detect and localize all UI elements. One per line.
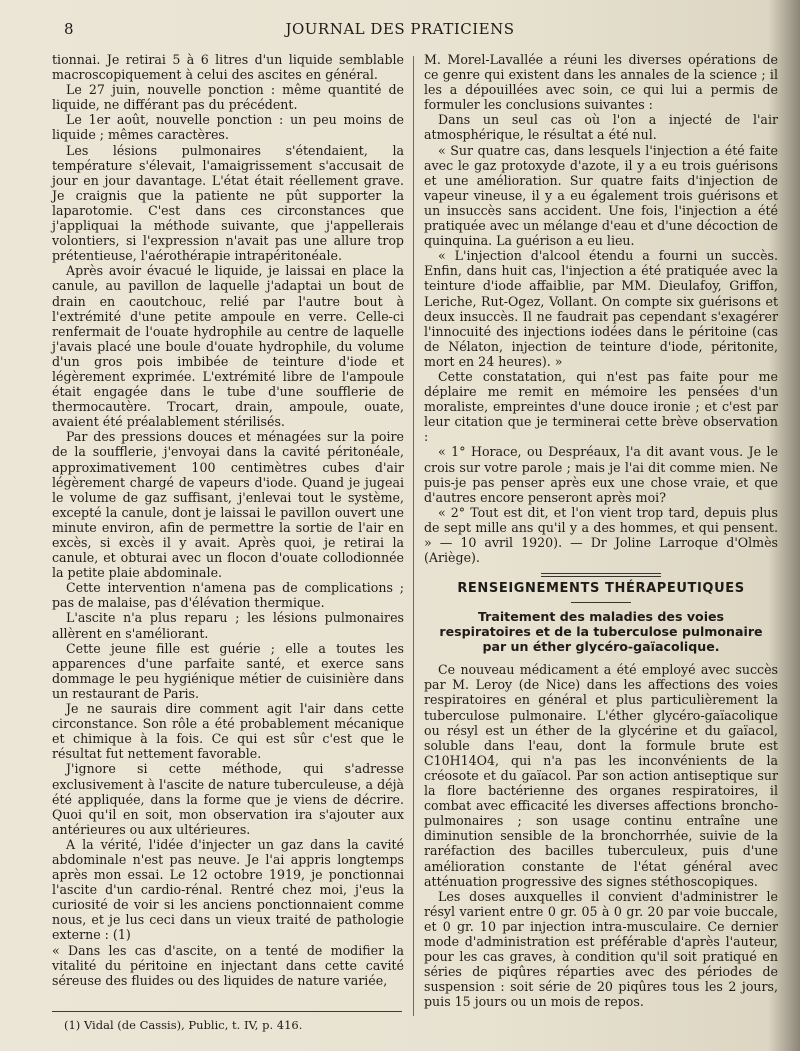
footnote-rule [52,1011,402,1012]
paragraph: A la vérité, l'idée d'injecter un gaz dans la cavité abdominale n'est pas neuve. Je l'ai appris longtemps après mon essai. Le 12 octobre 1919, je ponctionnai l'ascite d'un cardio-rénal. Rentré chez moi, j'eus la curiosité de voir si les anciens ponctionnaient comme nous, et je lus ceci dans un vieux traité de pathologie externe : (1) [52,836,404,943]
article-title: Traitement des maladies des voies respiratoires et de la tuberculose pulmonaire par un éther glycéro-gaïacolique. [439,609,763,655]
paragraph: Les doses auxquelles il convient d'administrer le résyl varient entre 0 gr. 05 à 0 gr. 20 par voie buccale, et 0 gr. 10 par injection intra-musculaire. Ce dernier mode d'administration est préférable d'après l'auteur, pour les cas graves, à condition qu'il soit pratiqué en séries de piqûres réparties avec des périodes de suspension : soit série de 20 piqûres tous les 2 jours, puis 15 jours ou un mois de repos. [424,888,778,1010]
footnote: (1) Vidal (de Cassis), Public, t. IV, p. 416. [64,1018,303,1032]
page-number: 8 [64,20,74,38]
short-rule [571,602,631,603]
right-column [424,52,778,1009]
running-head [0,20,800,44]
paragraph: Je ne saurais dire comment agit l'air dans cette circonstance. Son rôle a été probablement mécanique et chimique à la fois. Ce qui est sûr c'est que le résultat fut nettement favorable. [52,701,404,762]
paragraph: « L'injection d'alcool étendu a fourni un succès. Enfin, dans huit cas, l'injection a été pratiquée avec la teinture d'iode affaiblie, par MM. Dieulafoy, Griffon, Leriche, Rut-Ogez, Vollant. On compte six guérisons et deux insuccès. Il ne faudrait pas cependant s'exagérer l'innocuité des injections iodées dans le péritoine (cas de Nélaton, injection de teinture d'iode, péritonite, mort en 24 heures). » [424,248,778,369]
paragraph: « Dans les cas d'ascite, on a tenté de modifier la vitalité du péritoine en injectant dans cette cavité séreuse des fluides ou des liquides de nature variée, [52,942,404,988]
paragraph: Après avoir évacué le liquide, je laissai en place la canule, au pavillon de laquelle j'adaptai un bout de drain en caoutchouc, relié par l'autre bout à l'extrémité d'une petite ampoule en verre. Celle-ci renfermait de l'ouate hydrophile au centre de laquelle j'avais placé une boule d'ouate hydrophile, du volume d'un gros pois imbibée de teinture d'iode et légèrement exprimée. L'extrémité libre de l'ampoule était engagée dans le tube d'une soufflerie de thermocautère. Trocart, drain, ampoule, ouate, avaient été préalablement stérilisés. [52,263,404,430]
paragraph: J'ignore si cette méthode, qui s'adresse exclusivement à l'ascite de nature tuberculeuse, a déjà été appliquée, dans la forme que je viens de décrire. Quoi qu'il en soit, mon observation ira s'ajouter aux antérieures ou aux ultérieures. [52,761,404,837]
journal-title: JOURNAL DES PRATICIENS [285,20,515,38]
paragraph: L'ascite n'a plus reparu ; les lésions pulmonaires allèrent en s'améliorant. [52,610,404,641]
paragraph: « 2° Tout est dit, et l'on vient trop tard, depuis plus de sept mille ans qu'il y a des hommes, et qui pensent. » — 10 avril 1920). — Dr Joline Larroque d'Olmès (Ariège). [424,504,778,566]
paragraph: Les lésions pulmonaires s'étendaient, la température s'élevait, l'amaigrissement s'accusait de jour en jour davantage. L'état était réellement grave. Je craignis que la patiente ne pût supporter la laparotomie. C'est dans ces circonstances que j'appliquai la méthode suivante, que j'appellerais volontiers, si l'expression n'avait pas une allure trop prétentieuse, l'aérothérapie intrapéritonéale. [52,142,404,264]
paragraph: Le 27 juin, nouvelle ponction : même quantité de liquide, ne différant pas du précédent. [52,82,404,113]
paragraph: Cette constatation, qui n'est pas faite pour me déplaire me remit en mémoire les pensées d'un moraliste, empreintes d'une douce ironie ; et c'est par leur citation que je terminerai cette brève observation : [424,368,778,445]
column-divider [413,56,414,1016]
paragraph: Par des pressions douces et ménagées sur la poire de la soufflerie, j'envoyai dans la cavité péritonéale, approximativement 100 centimètres cubes d'air légèrement chargé de vapeurs d'iode. Quand je jugeai le volume de gaz suffisant, j'enlevai tout le système, excepté la canule, dont je laissai le pavillon ouvert une minute environ, afin de permettre la sortie de l'air en excès, si excès il y avait. Après quoi, je retirai la canule, et obturai avec un flocon d'ouate collodionnée la petite plaie abdominale. [52,429,404,581]
paragraph: « 1° Horace, ou Despréaux, l'a dit avant vous. Je le crois sur votre parole ; mais je l'ai dit comme mien. Ne puis-je pas penser après eux une chose vraie, et que d'autres encore penseront après moi? [424,444,778,505]
paragraph: Cette intervention n'amena pas de complications ; pas de malaise, pas d'élévation thermique. [52,580,404,611]
paragraph: Le 1er août, nouvelle ponction : un peu moins de liquide ; mêmes caractères. [52,112,404,143]
paragraph: « Sur quatre cas, dans lesquels l'injection a été faite avec le gaz protoxyde d'azote, il y a eu trois guérisons et une amélioration. Sur quatre faits d'injection de vapeur vineuse, il y a eu également trois guérisons et un insuccès sans accident. Une fois, l'injection a été pratiquée avec un mélange d'eau et d'une décoction de quinquina. La guérison a eu lieu. [424,142,778,249]
paragraph: Dans un seul cas où l'on a injecté de l'air atmosphérique, le résultat a été nul. [424,112,778,143]
double-rule [541,573,661,577]
paragraph: M. Morel-Lavallée a réuni les diverses opérations de ce genre qui existent dans les annales de la science ; il les a dépouillées avec soin, ce qui lui a permis de formuler les conclusions suivantes : [424,52,778,113]
paragraph: Cette jeune fille est guérie ; elle a toutes les apparences d'une parfaite santé, et exerce sans dommage le peu hygiénique métier de cuisinière dans un restaurant de Paris. [52,640,404,701]
section-heading: RENSEIGNEMENTS THÉRAPEUTIQUES [457,581,745,597]
paragraph: Ce nouveau médicament a été employé avec succès par M. Leroy (de Nice) dans les affections des voies respiratoires en général et plus particulièrement la tuberculose pulmonaire. L'éther glycéro-gaïacolique ou résyl est un éther de la glycérine et du gaïacol, soluble dans l'eau, dont la formule brute est C10H14O4, qui n'a pas les inconvénients de la créosote et du gaïacol. Par son action antiseptique sur la flore bactérienne des organes respiratoires, il combat avec efficacité les diverses affections broncho-pulmonaires ; son usage continu entraîne une diminution sensible de la bronchorrhée, suivie de la raréfaction des bacilles tuberculeux, puis d'une amélioration constante de l'état général avec atténuation progressive des signes stéthoscopiques. [424,662,778,889]
paragraph: tionnai. Je retirai 5 à 6 litres d'un liquide semblable macroscopiquement à celui des ascites en général. [52,52,404,83]
left-column [52,52,404,988]
